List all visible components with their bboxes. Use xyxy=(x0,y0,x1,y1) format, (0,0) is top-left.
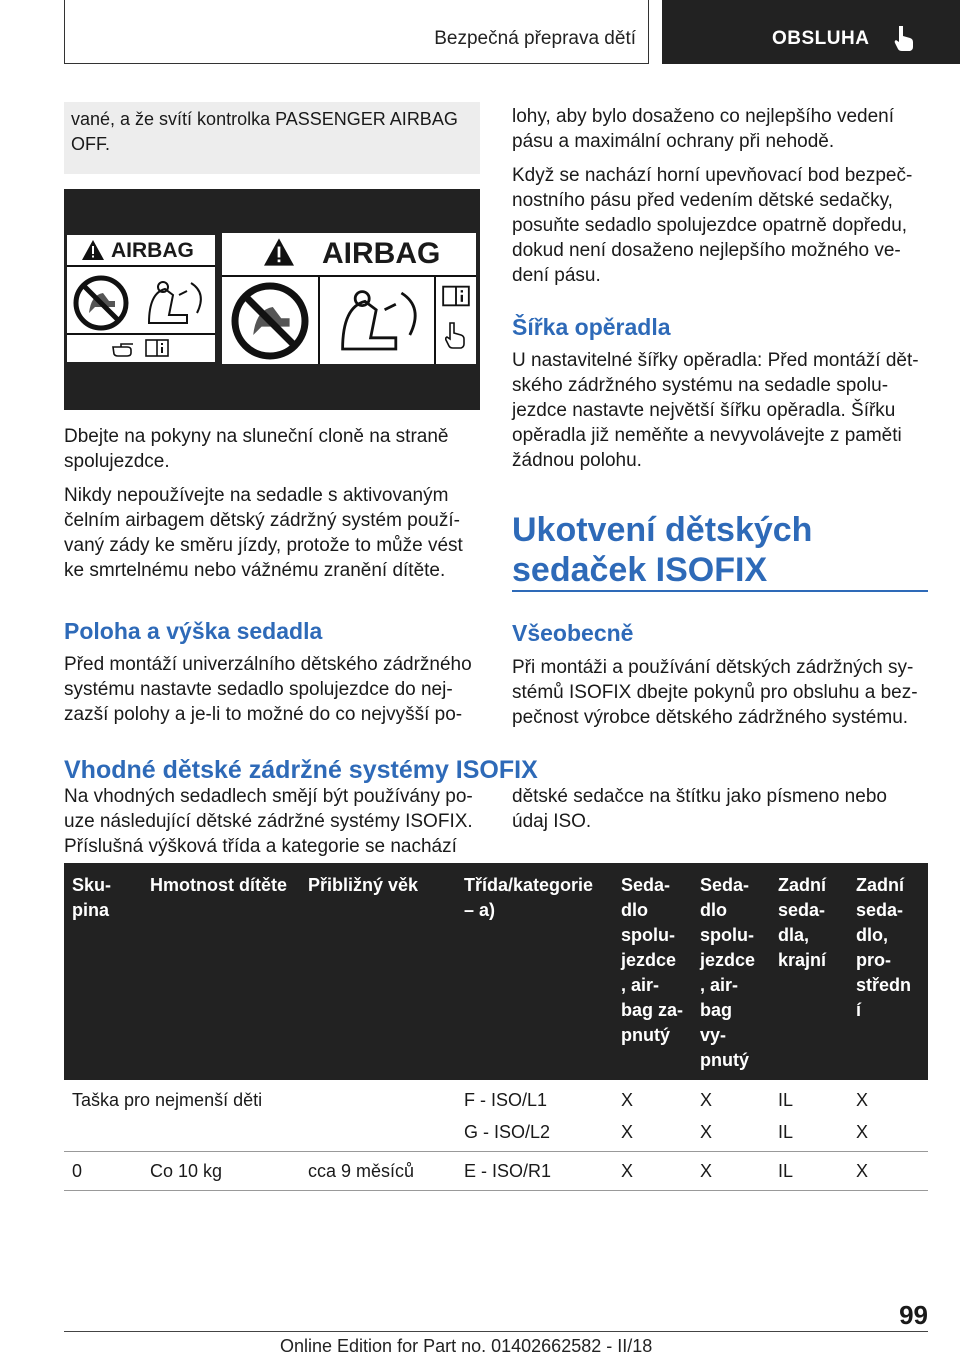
no-rear-facing-seat-icon xyxy=(71,273,131,333)
table-cell: X xyxy=(621,1090,634,1110)
table-cell: Taška pro nejmenší děti xyxy=(72,1090,263,1110)
paragraph: Při montáži a používání dětských zádržných systémů ISOFIX dbejte pokynů pro obsluhu a bezpečnost výrobce dětského zádržného systému. xyxy=(512,657,918,728)
table-cell: X xyxy=(621,1122,634,1142)
header-section-title: Bezpečná přeprava dětí xyxy=(434,28,636,49)
note-box xyxy=(64,102,480,174)
child-seat-airbag-icon xyxy=(324,279,434,363)
table-cell: E - ISO/R1 xyxy=(464,1161,552,1181)
paragraph: Před montáží univerzálního dětského zádržného systému nastavte sedadlo spolujezdce do nejzazší polohy a je-li to možné do co nejvyšší po- xyxy=(64,654,472,725)
column-header: Přibližný věk xyxy=(308,875,419,895)
column-header: Třída/kategorie – a) xyxy=(464,875,594,920)
paragraph: U nastavitelné šířky opěradla: Před montáží dětského zádržného systému na sedadle spolujezdce nastavte největší šířku opěradla. Šířku opěradla již neměňte a nevyvolávejte z paměti žádnou polohu. xyxy=(512,350,919,471)
footer-rule xyxy=(64,1331,928,1332)
heading-general: Všeobecně xyxy=(512,620,634,646)
left-column-text xyxy=(64,424,480,592)
left-column-text-2 xyxy=(64,652,480,736)
airbag-warning-image xyxy=(64,189,480,410)
warning-triangle-icon xyxy=(262,237,296,267)
airbag-label-small xyxy=(67,235,215,362)
table-cell: X xyxy=(700,1090,713,1110)
column-header: Sedadlo spolujezdce , airbag zapnutý xyxy=(621,875,684,1045)
column-header: Zadní sedadla, krajní xyxy=(778,875,827,970)
table-cell: X xyxy=(856,1090,869,1110)
column-header: Hmotnost dítěte xyxy=(150,875,287,895)
header-chapter-title: OBSLUHA xyxy=(772,28,870,49)
table-cell: IL xyxy=(778,1161,794,1181)
table-cell: X xyxy=(856,1122,869,1142)
footer-edition: Online Edition for Part no. 01402662582 - II/18 xyxy=(280,1336,653,1356)
table-divider xyxy=(64,1151,928,1152)
table-cell: G - ISO/L2 xyxy=(464,1122,551,1142)
right-column-text xyxy=(512,104,928,297)
airbag-label-large xyxy=(222,233,476,364)
header-section-box xyxy=(64,0,649,64)
paragraph: Když se nachází horní upevňovací bod bezpečnostního pásu před vedením dětské sedačky, posuňte sedadlo spolujezdce opatrně dopředu, dokud není dosaženo nejlepšího možného vedení pásu. xyxy=(512,165,913,286)
column-header: Zadní sedadlo, prostředn í xyxy=(856,875,912,1020)
hand-pointer-icon xyxy=(894,24,916,52)
right-column-text-3 xyxy=(512,655,928,739)
manual-book-icon xyxy=(145,339,169,357)
heading-suitable-isofix: Vhodné dětské zádržné systémy ISOFIX xyxy=(64,756,538,784)
table-row xyxy=(64,1088,928,1116)
suitable-right-text: dětské sedačce na štítku jako písmeno nebo údaj ISO. xyxy=(512,786,887,832)
table-cell: X xyxy=(700,1161,713,1181)
manual-book-icon xyxy=(442,285,470,307)
table-cell: Co 10 kg xyxy=(150,1161,223,1181)
note-text: vané, a že svítí kontrolka PASSENGER AIRBAG OFF. xyxy=(71,109,458,154)
table-cell: F - ISO/L1 xyxy=(464,1090,548,1110)
column-header: Skupina xyxy=(72,875,112,920)
no-rear-facing-seat-icon xyxy=(228,279,312,363)
header-chapter-box xyxy=(662,0,960,64)
heading-backrest-width: Šířka opěradla xyxy=(512,314,671,340)
paragraph: Dbejte na pokyny na sluneční cloně na straně spolujezdce. xyxy=(64,426,449,472)
hand-pointer-icon xyxy=(111,339,137,357)
table-divider xyxy=(64,1190,928,1191)
paragraph: Nikdy nepoužívejte na sedadle s aktivovaným čelním airbagem dětský zádržný systém používaný zády ke směru jízdy, protože to může vést ke smrtelnému nebo vážnému zranění dítěte. xyxy=(64,485,463,581)
table-row xyxy=(64,1120,928,1148)
heading-rule xyxy=(512,590,928,592)
heading-seat-position: Poloha a výška sedadla xyxy=(64,618,323,644)
right-column-text-2 xyxy=(512,348,928,482)
table-cell: X xyxy=(700,1122,713,1142)
airbag-label-large-text: AIRBAG xyxy=(322,237,441,270)
table-cell: 0 xyxy=(72,1161,83,1181)
table-cell: X xyxy=(856,1161,869,1181)
table-cell: cca 9 měsíců xyxy=(308,1161,415,1181)
table-row xyxy=(64,1159,928,1187)
table-cell: X xyxy=(621,1161,634,1181)
child-seat-airbag-icon xyxy=(139,273,211,333)
table-header xyxy=(64,863,928,1080)
paragraph: lohy, aby bylo dosaženo co nejlepšího vedení pásu a maximální ochrany při nehodě. xyxy=(512,106,895,152)
table-cell: IL xyxy=(778,1090,794,1110)
suitable-left-text: Na vhodných sedadlech smějí být používány pouze následující dětské zádržné systémy ISOFIX. Příslušná výšková třída a kategorie se nachází xyxy=(64,786,473,857)
warning-triangle-icon xyxy=(81,239,105,261)
page-number: 99 xyxy=(899,1300,928,1330)
column-header: Sedadlo spolujezdce , airbag vypnutý xyxy=(700,875,756,1070)
heading-isofix: Ukotvení dětských sedaček ISOFIX xyxy=(512,511,813,589)
airbag-label-small-text: AIRBAG xyxy=(111,239,194,262)
hand-pointer-icon xyxy=(445,319,467,351)
table-cell: IL xyxy=(778,1122,794,1142)
